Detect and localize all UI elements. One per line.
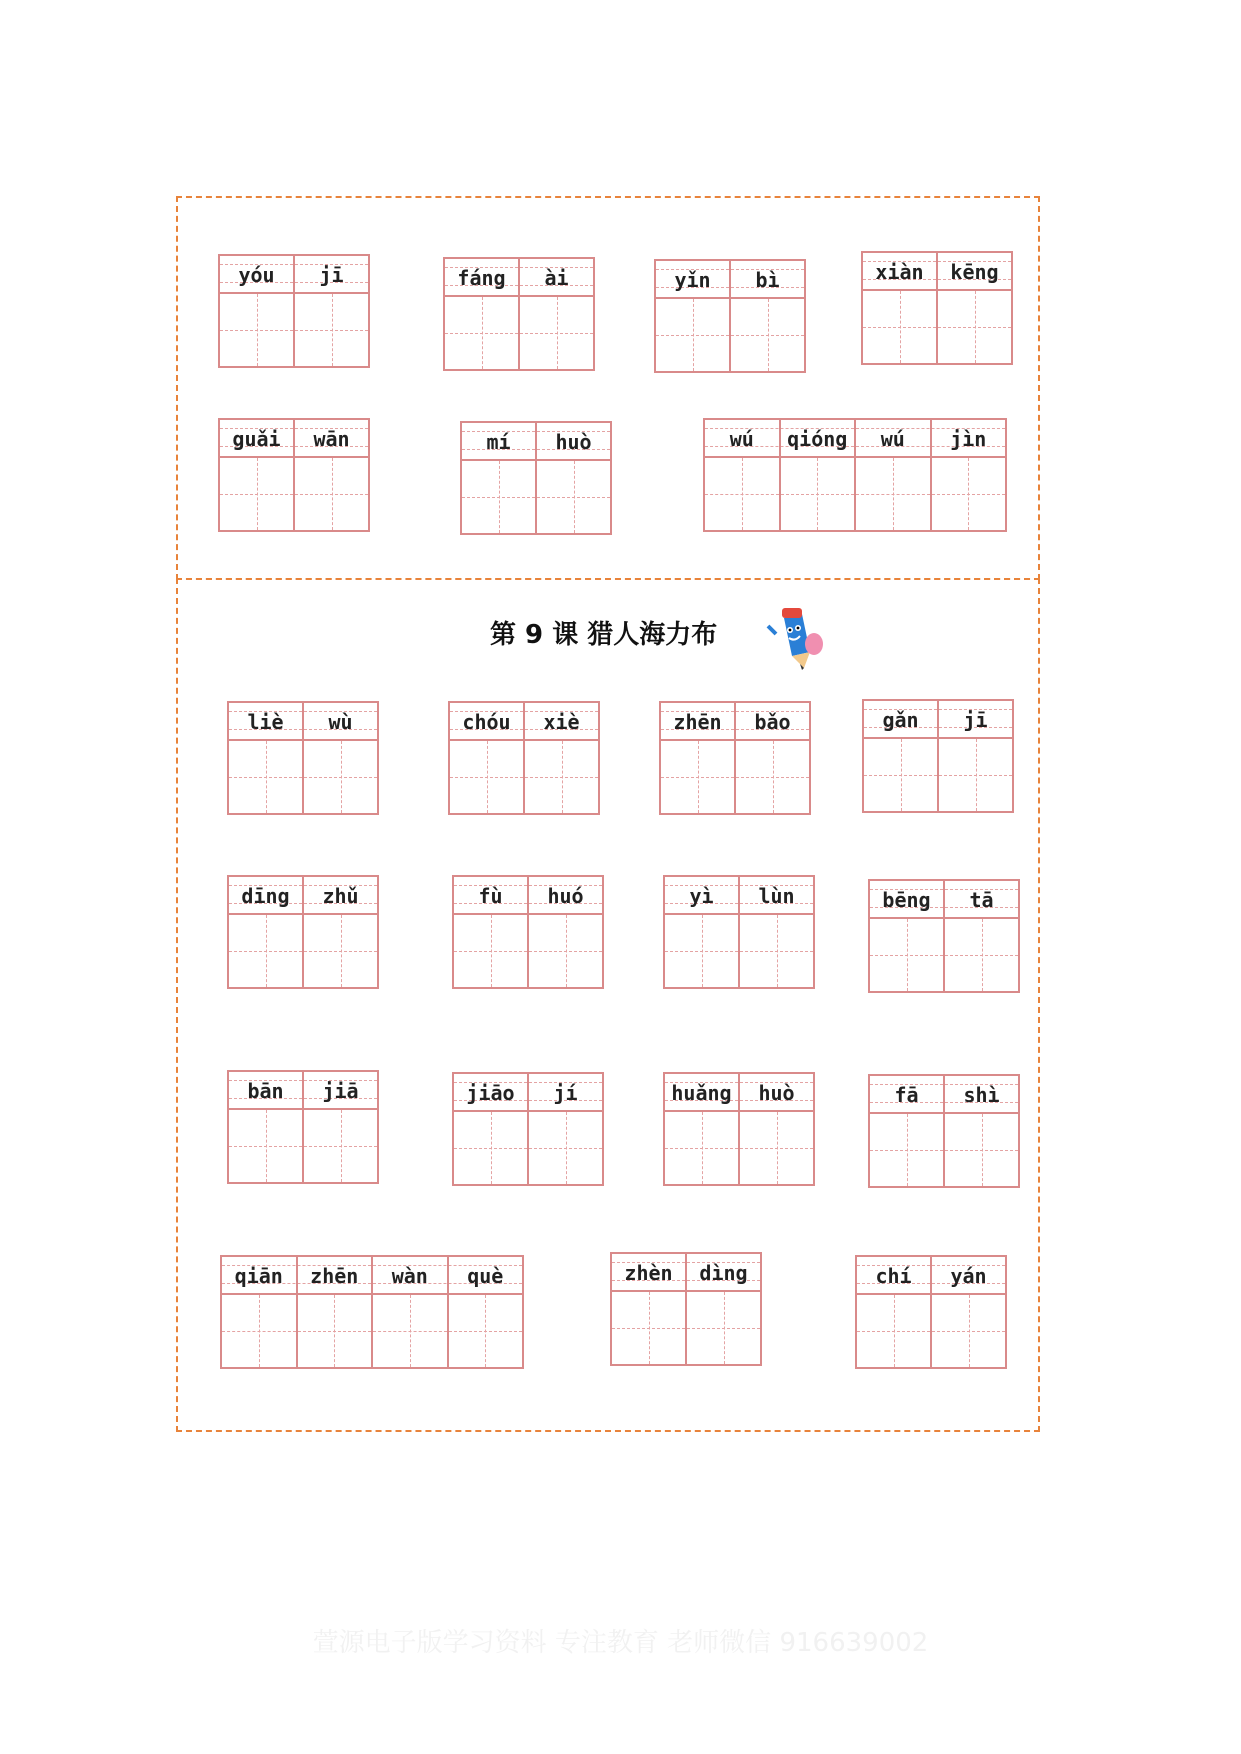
character-writing-cell[interactable] [302, 741, 377, 813]
pinyin-syllable: mí [486, 430, 511, 454]
pinyin-word-box [855, 1255, 1007, 1369]
pinyin-syllable: tā [943, 881, 1018, 917]
pinyin-word-box [868, 879, 1020, 993]
pinyin-row [864, 701, 1012, 739]
pinyin-word-box [703, 418, 1007, 532]
character-writing-row [864, 739, 1012, 811]
character-writing-cell[interactable] [656, 299, 729, 371]
character-writing-cell[interactable] [229, 1110, 302, 1182]
character-writing-row [229, 915, 377, 987]
character-writing-row [229, 1110, 377, 1182]
pinyin-syllable: kēng [936, 253, 1011, 289]
pinyin-syllable: chóu [462, 710, 511, 734]
pinyin-word-box [610, 1252, 762, 1366]
character-writing-cell[interactable] [523, 741, 598, 813]
pinyin-row [445, 259, 593, 297]
character-writing-cell[interactable] [527, 1112, 602, 1184]
pinyin-syllable: yóu [238, 263, 275, 287]
character-writing-cell[interactable] [612, 1292, 685, 1364]
pinyin-syllable: jī [293, 256, 368, 292]
character-writing-cell[interactable] [943, 919, 1018, 991]
pinyin-word-box [663, 1072, 815, 1186]
character-writing-row [222, 1295, 522, 1367]
pinyin-syllable: yì [689, 884, 714, 908]
pinyin-syllable: fáng [457, 266, 506, 290]
pinyin-syllable: chí [875, 1264, 912, 1288]
pinyin-row [454, 1074, 602, 1112]
pinyin-syllable: fù [478, 884, 503, 908]
character-writing-row [220, 294, 368, 366]
pinyin-syllable: huó [527, 877, 602, 913]
pinyin-syllable: zhǔ [302, 877, 377, 913]
pinyin-syllable: qióng [779, 420, 855, 456]
character-writing-cell[interactable] [864, 739, 937, 811]
character-writing-cell[interactable] [454, 915, 527, 987]
pinyin-row [705, 420, 1005, 458]
pinyin-syllable: xiàn [875, 260, 924, 284]
character-writing-row [612, 1292, 760, 1364]
pinyin-row [450, 703, 598, 741]
pinyin-syllable: wú [729, 427, 754, 451]
character-writing-cell[interactable] [870, 1114, 943, 1186]
pinyin-word-box [443, 257, 595, 371]
character-writing-cell[interactable] [220, 458, 293, 530]
pinyin-syllable: què [447, 1257, 523, 1293]
character-writing-row [870, 919, 1018, 991]
pinyin-syllable: jí [527, 1074, 602, 1110]
pinyin-word-box [452, 875, 604, 989]
pinyin-word-box [448, 701, 600, 815]
pinyin-syllable: yǐn [674, 268, 711, 292]
character-writing-cell[interactable] [371, 1295, 447, 1367]
pinyin-word-box [218, 418, 370, 532]
pinyin-syllable: wān [293, 420, 368, 456]
character-writing-cell[interactable] [445, 297, 518, 369]
pinyin-syllable: jiāo [466, 1081, 515, 1105]
pinyin-row [462, 423, 610, 461]
pinyin-word-box [218, 254, 370, 368]
pinyin-syllable: gǎn [882, 708, 919, 732]
character-writing-cell[interactable] [930, 458, 1006, 530]
character-writing-row [705, 458, 1005, 530]
character-writing-cell[interactable] [220, 294, 293, 366]
pinyin-syllable: lùn [738, 877, 813, 913]
character-writing-cell[interactable] [535, 461, 610, 533]
character-writing-cell[interactable] [450, 741, 523, 813]
pinyin-row [220, 256, 368, 294]
pinyin-word-box [220, 1255, 524, 1369]
character-writing-row [665, 915, 813, 987]
character-writing-cell[interactable] [302, 915, 377, 987]
pinyin-word-box [861, 251, 1013, 365]
character-writing-cell[interactable] [447, 1295, 523, 1367]
pinyin-syllable: wù [302, 703, 377, 739]
pinyin-word-box [227, 701, 379, 815]
character-writing-cell[interactable] [863, 291, 936, 363]
pinyin-syllable: bān [247, 1079, 284, 1103]
character-writing-cell[interactable] [937, 739, 1012, 811]
character-writing-row [220, 458, 368, 530]
pinyin-row [661, 703, 809, 741]
pinyin-syllable: bǎo [734, 703, 809, 739]
character-writing-cell[interactable] [454, 1112, 527, 1184]
pinyin-syllable: jī [937, 701, 1012, 737]
character-writing-cell[interactable] [729, 299, 804, 371]
pencil-mascot-icon [762, 604, 826, 674]
character-writing-cell[interactable] [229, 741, 302, 813]
character-writing-cell[interactable] [296, 1295, 372, 1367]
pinyin-word-box [654, 259, 806, 373]
pinyin-row [870, 1076, 1018, 1114]
character-writing-cell[interactable] [302, 1110, 377, 1182]
character-writing-cell[interactable] [518, 297, 593, 369]
character-writing-cell[interactable] [734, 741, 809, 813]
pinyin-syllable: bēng [882, 888, 931, 912]
character-writing-cell[interactable] [930, 1295, 1005, 1367]
pinyin-syllable: huò [535, 423, 610, 459]
character-writing-cell[interactable] [854, 458, 930, 530]
pinyin-word-box [227, 1070, 379, 1184]
pinyin-word-box [452, 1072, 604, 1186]
pinyin-syllable: zhēn [673, 710, 722, 734]
character-writing-row [454, 1112, 602, 1184]
pinyin-row [656, 261, 804, 299]
pinyin-syllable: zhēn [296, 1257, 372, 1293]
pinyin-syllable: qiān [234, 1264, 283, 1288]
character-writing-row [661, 741, 809, 813]
pinyin-word-box [460, 421, 612, 535]
pinyin-row [612, 1254, 760, 1292]
character-writing-cell[interactable] [738, 915, 813, 987]
character-writing-cell[interactable] [779, 458, 855, 530]
pinyin-syllable: dīng [241, 884, 290, 908]
character-writing-row [857, 1295, 1005, 1367]
character-writing-row [454, 915, 602, 987]
pinyin-syllable: shì [943, 1076, 1018, 1112]
pinyin-syllable: liè [247, 710, 284, 734]
character-writing-row [656, 299, 804, 371]
pinyin-row [222, 1257, 522, 1295]
pinyin-word-box [663, 875, 815, 989]
pinyin-syllable: dìng [685, 1254, 760, 1290]
pinyin-syllable: bì [729, 261, 804, 297]
character-writing-cell[interactable] [462, 461, 535, 533]
pinyin-row [229, 703, 377, 741]
character-writing-row [863, 291, 1011, 363]
pinyin-syllable: yán [930, 1257, 1005, 1293]
character-writing-cell[interactable] [870, 919, 943, 991]
character-writing-cell[interactable] [685, 1292, 760, 1364]
character-writing-cell[interactable] [936, 291, 1011, 363]
character-writing-cell[interactable] [293, 294, 368, 366]
pinyin-row [229, 877, 377, 915]
pinyin-row [665, 877, 813, 915]
pinyin-syllable: guǎi [232, 427, 281, 451]
pinyin-row [863, 253, 1011, 291]
pinyin-row [665, 1074, 813, 1112]
pinyin-row [870, 881, 1018, 919]
character-writing-cell[interactable] [229, 915, 302, 987]
character-writing-row [450, 741, 598, 813]
pinyin-word-box [659, 701, 811, 815]
character-writing-row [229, 741, 377, 813]
pinyin-word-box [862, 699, 1014, 813]
character-writing-cell[interactable] [705, 458, 779, 530]
character-writing-row [665, 1112, 813, 1184]
character-writing-cell[interactable] [293, 458, 368, 530]
pinyin-row [229, 1072, 377, 1110]
character-writing-cell[interactable] [222, 1295, 296, 1367]
pinyin-syllable: wú [854, 420, 930, 456]
pinyin-row [857, 1257, 1005, 1295]
character-writing-cell[interactable] [665, 1112, 738, 1184]
pinyin-row [454, 877, 602, 915]
pinyin-syllable: zhèn [624, 1261, 673, 1285]
pinyin-syllable: jìn [930, 420, 1006, 456]
character-writing-row [462, 461, 610, 533]
pinyin-syllable: huǎng [671, 1081, 732, 1105]
pinyin-syllable: fā [894, 1083, 919, 1107]
pinyin-syllable: jiā [302, 1072, 377, 1108]
watermark-text: 萱源电子版学习资料 专注教育 老师微信 916639002 [312, 1628, 929, 1658]
pinyin-word-box [227, 875, 379, 989]
character-writing-cell[interactable] [527, 915, 602, 987]
pinyin-row [220, 420, 368, 458]
pinyin-word-box [868, 1074, 1020, 1188]
pinyin-syllable: xiè [523, 703, 598, 739]
character-writing-cell[interactable] [857, 1295, 930, 1367]
pinyin-syllable: wàn [371, 1257, 447, 1293]
character-writing-cell[interactable] [943, 1114, 1018, 1186]
character-writing-cell[interactable] [738, 1112, 813, 1184]
character-writing-cell[interactable] [661, 741, 734, 813]
pinyin-syllable: huò [738, 1074, 813, 1110]
lesson-title: 第 9 课 猎人海力布 [490, 620, 718, 650]
character-writing-row [445, 297, 593, 369]
character-writing-row [870, 1114, 1018, 1186]
character-writing-cell[interactable] [665, 915, 738, 987]
pinyin-syllable: ài [518, 259, 593, 295]
